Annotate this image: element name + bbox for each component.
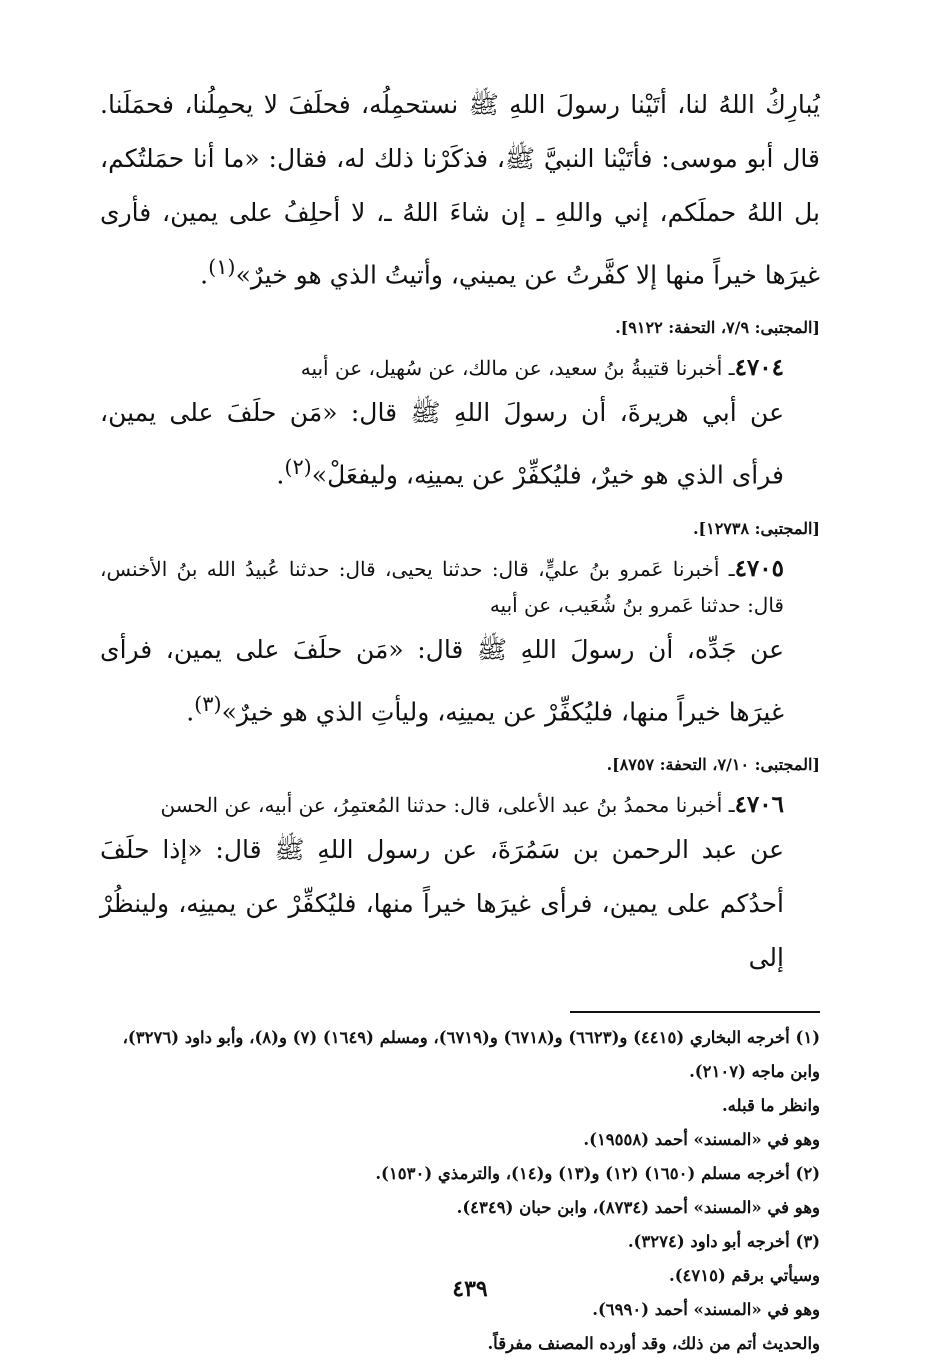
hadith-4705-isnad [100,551,820,623]
hadith-4704-matn [100,386,820,502]
footnote-marker: (١) [208,255,236,279]
hadith-number: ٤٧٠٦ [734,790,784,818]
footnote-separator [570,1011,820,1013]
hadith-4704-isnad [100,350,820,386]
hadith-continuation [100,78,820,302]
footnote-1-note: وانظر ما قبله. [721,1095,820,1115]
reference-line: [المجتبى: ١٢٧٣٨]. [692,518,820,538]
footnote-2: (٢) أخرجه مسلم (١٦٥٠) (١٢) و(١٣) و(١٤)، والترمذي (١٥٣٠). [375,1163,820,1183]
page-content [100,78,820,1361]
matn-text: عن أبي هريرةَ، أن رسولَ اللهِ ﷺ قال: «مَن حلَفَ على يمين، فرأى الذي هو خيرٌ، فليُكفِّرْ عن يمينِه، وليفعَلْ» [100,398,784,490]
reference-line: [المجتبى: ٧/١٠، التحفة: ٨٧٥٧]. [606,754,820,774]
sentence-end: . [276,460,285,490]
footnote-3-note: وسيأتي برقم (٤٧١٥). [668,1265,820,1285]
footnotes [100,1021,820,1361]
footnote-marker: (٢) [284,455,312,480]
hadith-4706-isnad [100,787,820,823]
footnote-3-note: والحديث أتم من ذلك، وقد أورده المصنف مفرقاً. [487,1333,820,1353]
matn-text: عن عبد الرحمن بن سَمُرَةَ، عن رسول اللهِ ﷺ قال: «إذا حلَفَ أحدُكم على يمين، فرأى غيرَها خيراً منها، فليُكفِّرْ عن يمينِه، ولينظُرْ إلى [100,834,784,972]
hadith-number: ٤٧٠٥ [734,554,784,582]
footnote-1-note: وهو في «المسند» أحمد (١٩٥٥٨). [583,1129,820,1149]
reference-line: [المجتبى: ٧/٩، التحفة: ٩١٢٢]. [615,318,820,338]
footnote-3-note: وهو في «المسند» أحمد (٦٩٩٠). [592,1299,820,1319]
page-number: ٤٣٩ [452,1276,488,1302]
isnad-text: ـ أخبرنا محمدُ بنُ عبد الأعلى، قال: حدثنا المُعتمِرُ، عن أبيه، عن الحسن [160,792,735,817]
sentence-end: . [200,260,209,290]
hadith-text: يُبارِكُ اللهُ لنا، أتَيْنا رسولَ اللهِ ﷺ نستحمِلُه، فحلَفَ لا يحمِلُنا، فحمَلَنا. قال أبو موسى: فأتَيْنا النبيَّ ﷺ، فذكَرْنا ذلك له، فقال: «ما أنا حمَلتُكم، بل اللهُ حملَكم، إني واللهِ ـ إن شاءَ اللهُ ـ، لا أحلِفُ على يمين، فأرى غيرَها خيراً منها إلا كفَّرتُ عن يميني، وأتيتُ الذي هو خيرٌ» [100,90,820,290]
footnote-1: (١) أخرجه البخاري (٤٤١٥) و(٦٦٢٣) و(٦٧١٨) و(٦٧١٩)، ومسلم (١٦٤٩) (٧) و(٨)، وأبو داود (٣٢٧٦)، وابن ماجه (٢١٠٧). [122,1027,820,1081]
isnad-text: ـ أخبرنا قتيبةُ بنُ سعيد، عن مالك، عن سُهيل، عن أبيه [300,356,735,381]
footnote-marker: (٣) [194,691,222,716]
hadith-4705-matn [100,623,820,739]
hadith-4706-matn [100,823,820,985]
sentence-end: . [186,696,195,726]
matn-text: عن جَدِّه، أن رسولَ اللهِ ﷺ قال: «مَن حلَفَ على يمين، فرأى غيرَها خيراً منها، فليُكفِّرْ عن يمينِه، وليأتِ الذي هو خيرٌ» [100,634,784,726]
isnad-text: ـ أخبرنا عَمرو بنُ عليٍّ، قال: حدثنا يحيى، قال: حدثنا عُبيدُ الله بنُ الأخنس، قال: حدثنا عَمرو بنُ شُعَيب، عن أبيه [100,556,784,617]
hadith-number: ٤٧٠٤ [734,354,784,382]
footnote-2-note: وهو في «المسند» أحمد (٨٧٣٤)، وابن حبان (٤٣٤٩). [456,1197,820,1217]
footnote-3: (٣) أخرجه أبو داود (٣٢٧٤). [627,1231,820,1251]
